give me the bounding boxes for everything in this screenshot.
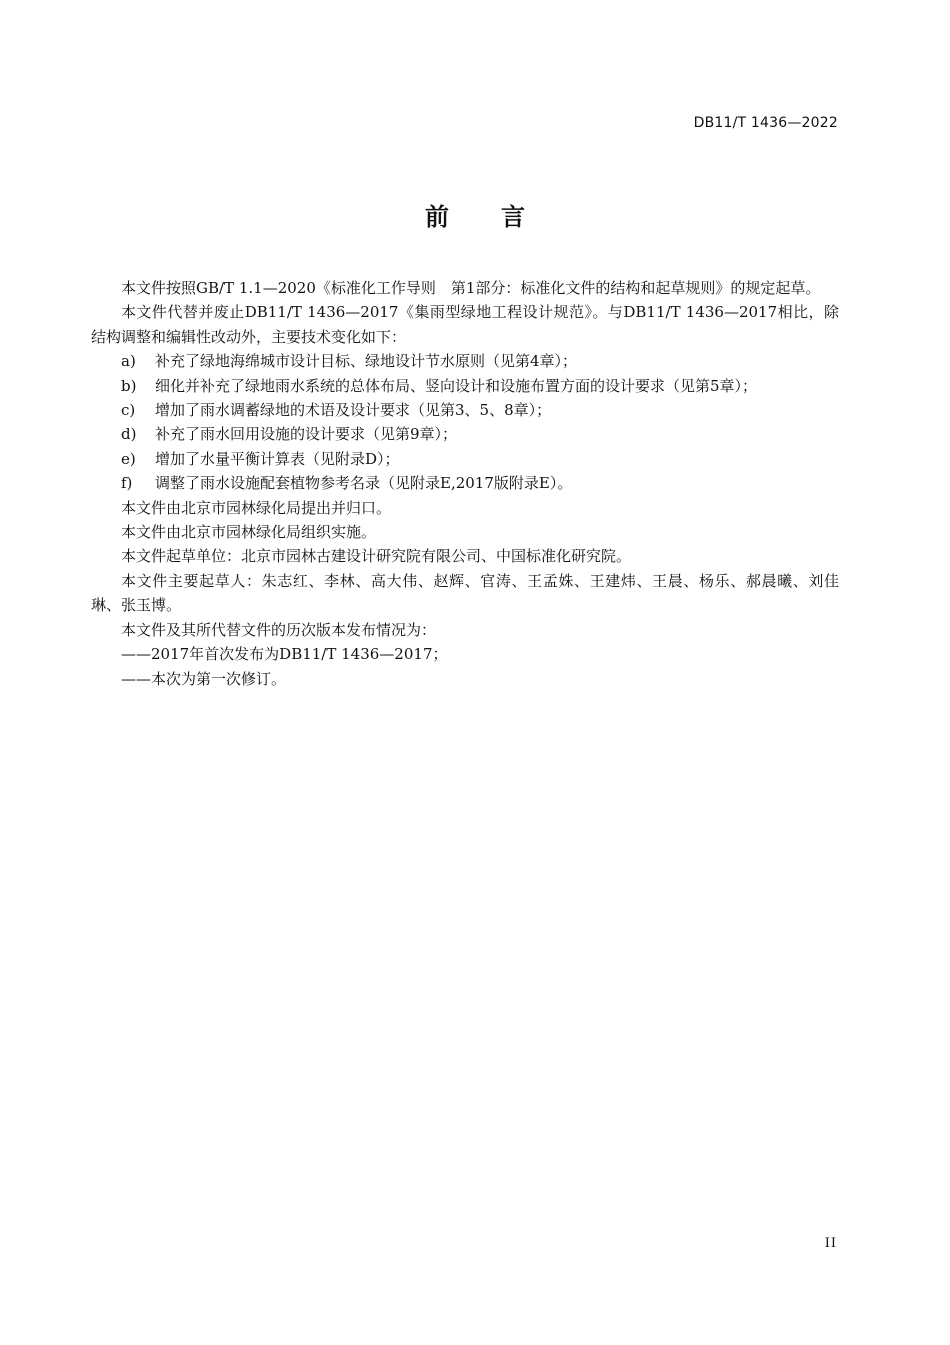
list-item	[91, 471, 839, 495]
list-item-text: 增加了水量平衡计算表（见附录D）；	[155, 449, 400, 468]
history-item: ——2017年首次发布为DB11/T 1436—2017；	[121, 645, 448, 664]
paragraph-version-history: 本文件及其所代替文件的历次版本发布情况为：	[121, 620, 437, 639]
list-item	[91, 374, 839, 398]
list-item-text: 细化并补充了绿地雨水系统的总体布局、竖向设计和设施布置方面的设计要求（见第5章）；	[155, 376, 758, 395]
list-item	[91, 447, 839, 471]
page-number: II	[824, 1236, 837, 1251]
list-item-text: 补充了雨水回用设施的设计要求（见第9章）；	[155, 425, 458, 444]
list-marker: c)	[121, 401, 136, 420]
list-marker: d)	[121, 425, 137, 444]
history-item: ——本次为第一次修订。	[121, 669, 287, 688]
foreword-body	[91, 276, 839, 691]
list-item	[91, 398, 839, 422]
list-marker: b)	[121, 376, 137, 395]
paragraph-proposer: 本文件由北京市园林绿化局提出并归口。	[121, 498, 392, 517]
document-code: DB11/T 1436—2022	[693, 115, 838, 131]
title-char-2: 言	[501, 203, 525, 231]
paragraph-replacement: 本文件代替并废止DB11/T 1436—2017《集雨型绿地工程设计规范》。与DB11/T 1436—2017相比，除结构调整和编辑性改动外，主要技术变化如下：	[91, 303, 839, 346]
paragraph-implementer: 本文件由北京市园林绿化局组织实施。	[121, 523, 377, 542]
list-item-text: 增加了雨水调蓄绿地的术语及设计要求（见第3、5、8章）；	[155, 401, 552, 420]
page-title	[0, 197, 950, 232]
paragraph-drafters: 本文件主要起草人：朱志红、李林、高大伟、赵辉、官涛、王孟姝、王建炜、王晨、杨乐、郝晨曦、刘佳琳、张玉博。	[91, 571, 839, 615]
list-marker: f)	[121, 474, 133, 493]
list-item-text: 调整了雨水设施配套植物参考名录（见附录E,2017版附录E）。	[155, 474, 573, 493]
list-marker: e)	[121, 449, 136, 468]
list-item	[91, 422, 839, 446]
list-marker: a)	[121, 352, 136, 371]
list-item	[91, 349, 839, 373]
paragraph-drafting-basis: 本文件按照GB/T 1.1—2020《标准化工作导则 第1部分：标准化文件的结构和起草规则》的规定起草。	[121, 279, 821, 297]
list-item-text: 补充了绿地海绵城市设计目标、绿地设计节水原则（见第4章）；	[155, 352, 578, 371]
title-char-1: 前	[425, 203, 449, 231]
paragraph-drafting-units: 本文件起草单位：北京市园林古建设计研究院有限公司、中国标准化研究院。	[121, 547, 632, 566]
